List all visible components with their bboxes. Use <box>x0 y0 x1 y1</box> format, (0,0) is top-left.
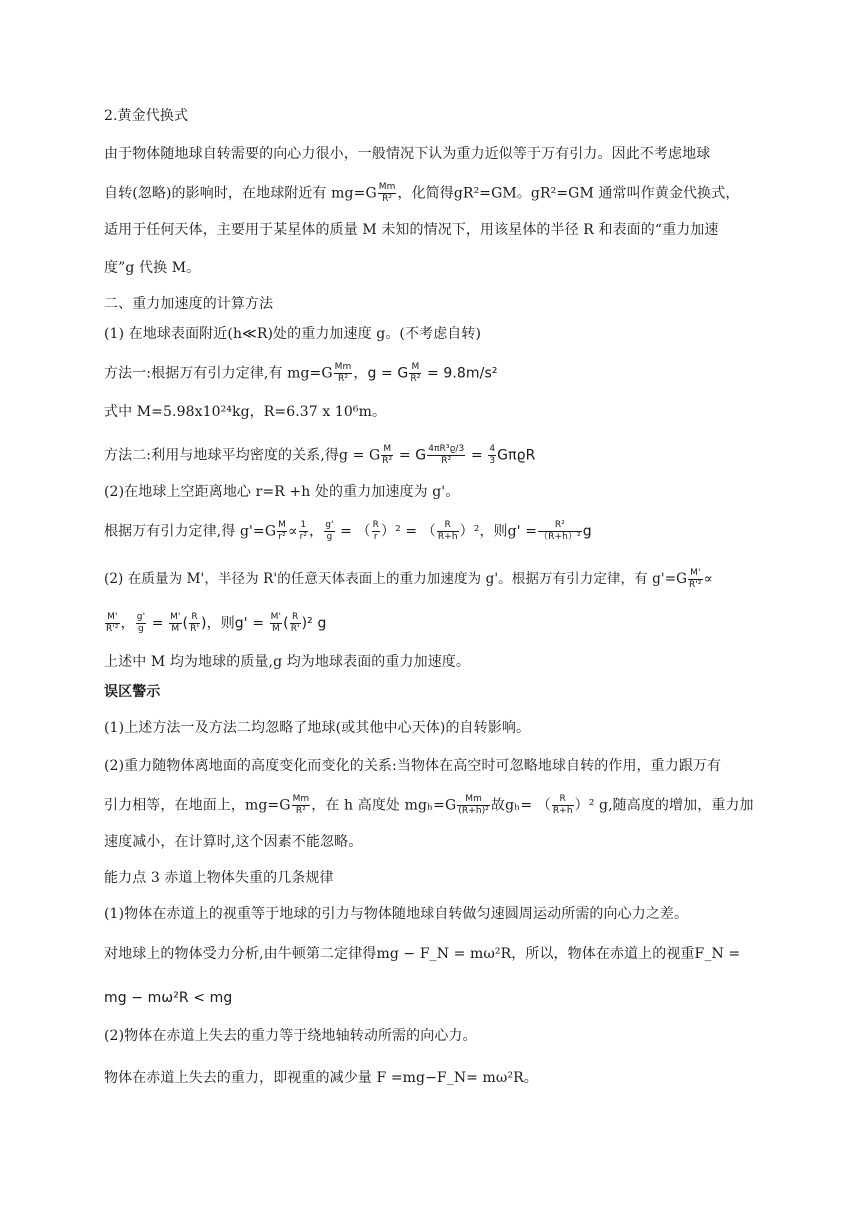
fraction-r2-over-r-plus-h-squared <box>538 520 582 543</box>
fraction-numerator: g' <box>325 520 334 530</box>
fraction-numerator: 4 <box>489 444 496 454</box>
method-one-text-a: 方法一:根据万有引力定律,有 mg=G <box>104 365 333 382</box>
method-two-text-c: = <box>466 447 488 464</box>
method-one-text-c: = 9.8m/s² <box>422 365 498 382</box>
fraction-r-over-rprime <box>290 612 301 635</box>
fraction-gprime-over-g <box>324 520 334 543</box>
fraction-denominator: R'² <box>689 580 702 590</box>
fraction-mprime-over-m <box>169 612 181 635</box>
height-text-f: ）²，则g' = <box>459 523 538 540</box>
fraction-numerator: R² <box>538 520 582 532</box>
fraction-denominator: R² <box>295 806 306 816</box>
fraction-denominator: r² <box>278 532 286 542</box>
warning-title: 误区警示 <box>104 684 161 700</box>
warning-line-1: (1)上述方法一及方法二均忽略了地球(或其他中心天体)的自转影响。 <box>104 720 531 736</box>
fraction-mprime-over-rprime2 <box>105 612 120 635</box>
fraction-r-over-r-plus-h <box>552 794 574 817</box>
fraction-mprime-over-m <box>270 612 282 635</box>
warning-text-b: ，在 h 高度处 mgₕ=G <box>311 797 457 814</box>
fraction-denominator: r <box>373 532 378 542</box>
fraction-m-over-r2 <box>277 520 287 543</box>
fraction-mm-over-r2 <box>292 794 311 817</box>
surface-gravity-title: (1) 在地球表面附近(h≪R)处的重力加速度 g。(不考虑自转) <box>104 326 482 342</box>
other-body-line-2 <box>104 612 326 635</box>
fraction-gprime-over-g <box>136 612 146 635</box>
fraction-numerator: 4πR³ϱ/3 <box>428 444 465 454</box>
fraction-r-over-r <box>372 520 380 543</box>
fraction-numerator: Mm <box>334 362 352 372</box>
section-title-gravity-methods: 二、重力加速度的计算方法 <box>104 296 274 312</box>
fraction-numerator: R <box>437 520 459 532</box>
fraction-m-over-r2 <box>381 444 393 467</box>
height-gravity-title: (2)在地球上空距离地心 r=R +h 处的重力加速度为 g'。 <box>104 484 460 500</box>
height-text-c: ， <box>309 523 324 540</box>
equator-title: 能力点 3 赤道上物体失重的几条规律 <box>104 870 334 886</box>
warning-text-a: 引力相等，在地面上，mg=G <box>104 797 291 814</box>
height-text-b: ∝ <box>288 523 298 540</box>
fraction-mm-over-r-plus-h-squared <box>457 794 490 817</box>
fraction-denominator: M <box>171 624 180 634</box>
fraction-denominator: g <box>326 532 333 542</box>
fraction-numerator: R <box>290 612 301 624</box>
method-two-text-b: = G <box>394 447 427 464</box>
other-body-text-e: ( <box>182 615 189 632</box>
section-title-golden: 2.黄金代换式 <box>104 108 189 124</box>
fraction-numerator: M <box>409 362 421 374</box>
height-text-e: ）² = （ <box>380 523 436 540</box>
other-body-line-1 <box>104 568 713 591</box>
warning-text-c: 故gₕ= （ <box>491 797 551 814</box>
warning-line-2: (2)重力随物体离地面的高度变化而变化的关系:当物体在高空时可忽略地球自转的作用，重力跟万有 <box>104 758 722 774</box>
golden-text-b: ，化简得gR²=GM。gR²=GM 通常叫作黄金代换式， <box>397 185 740 202</box>
fraction-numerator: M <box>278 520 286 530</box>
golden-paragraph-line-4: 度”g 代换 M。 <box>104 260 201 276</box>
fraction-r-over-r-plus-h <box>437 520 459 543</box>
fraction-numerator: M' <box>688 568 703 580</box>
fraction-numerator: R <box>189 612 200 624</box>
fraction-numerator: Mm <box>378 182 396 192</box>
constants-line: 式中 M=5.98x10²⁴kg，R=6.37 x 10⁶m。 <box>104 404 387 420</box>
other-body-text-g: ( <box>283 615 289 632</box>
fraction-one-over-r2 <box>299 520 309 543</box>
fraction-m-over-r2 <box>409 362 421 385</box>
fraction-mm-over-r2 <box>378 182 397 205</box>
equator-line-3: mg − mω²R < mg <box>104 990 233 1006</box>
fraction-denominator: R' <box>290 624 300 634</box>
other-body-text-f: )，则g' = <box>201 615 269 632</box>
fraction-density-volume <box>427 444 465 467</box>
golden-paragraph-line-2 <box>104 182 739 205</box>
fraction-denominator: R'² <box>106 624 119 634</box>
fraction-denominator: (R+h)² <box>458 806 490 816</box>
fraction-denominator: M <box>271 624 280 634</box>
fraction-denominator: R² <box>338 374 349 384</box>
fraction-numerator: R <box>552 794 574 806</box>
equator-line-5: 物体在赤道上失去的重力，即视重的减少量 F =mg−F_N= mω²R。 <box>104 1070 538 1086</box>
golden-paragraph-line-3: 适用于任何天体，主要用于某星体的质量 M 未知的情况下，用该星体的半径 R 和表面的“重力加速 <box>104 222 719 238</box>
fraction-numerator: R <box>372 520 379 530</box>
fraction-four-thirds <box>488 444 496 467</box>
method-one-line <box>104 362 498 385</box>
fraction-denominator: r² <box>299 532 308 542</box>
fraction-denominator: R² <box>410 374 421 384</box>
equator-line-2: 对地球上的物体受力分析,由牛顿第二定律得mg − F_N = mω²R，所以，物体在赤道上的视重F_N = <box>104 946 741 962</box>
height-gravity-formula-line <box>104 520 592 543</box>
golden-text-a: 自转(忽略)的影响时，在地球附近有 mg=G <box>104 185 377 202</box>
fraction-mprime-over-rprime2 <box>688 568 703 591</box>
height-text-d: = （ <box>335 523 371 540</box>
fraction-denominator: 3 <box>489 456 496 466</box>
fraction-denominator: R+h <box>552 806 573 816</box>
fraction-numerator: Mm <box>457 794 490 806</box>
fraction-denominator: R² <box>441 456 452 466</box>
fraction-denominator: R² <box>382 194 393 204</box>
fraction-numerator: M' <box>105 612 120 624</box>
method-two-text-a: 方法二:利用与地球平均密度的关系,得g = G <box>104 447 381 464</box>
method-two-text-d: GπϱR <box>497 447 536 464</box>
fraction-numerator: M' <box>270 612 282 622</box>
fraction-denominator: R' <box>190 624 200 634</box>
equator-line-4: (2)物体在赤道上失去的重力等于绕地轴转动所需的向心力。 <box>104 1028 477 1044</box>
fraction-denominator: （R+h）² <box>539 532 581 542</box>
fraction-numerator: Mm <box>292 794 310 804</box>
fraction-numerator: g' <box>136 612 146 622</box>
other-body-text-c: ， <box>120 615 135 632</box>
fraction-numerator: M <box>381 444 393 456</box>
fraction-denominator: R² <box>382 456 393 466</box>
golden-paragraph-line-1: 由于物体随地球自转需要的向心力很小，一般情况下认为重力近似等于万有引力。因此不考虑地球 <box>104 146 711 162</box>
other-body-text-b: ∝ <box>703 571 713 587</box>
other-body-text-a: (2) 在质量为 M'，半径为 R'的任意天体表面上的重力加速度为 g'。根据万有引力定律，有 g'=G <box>104 571 687 587</box>
fraction-numerator: M' <box>170 612 181 622</box>
height-text-g: g <box>582 523 592 540</box>
other-body-note: 上述中 M 均为地球的质量,g 均为地球表面的重力加速度。 <box>104 654 470 670</box>
method-two-line <box>104 444 535 467</box>
warning-text-d: ）² g,随高度的增加，重力加 <box>574 797 754 814</box>
fraction-denominator: g <box>138 624 144 634</box>
method-one-text-b: ，g = G <box>353 365 409 382</box>
warning-line-4: 速度减小，在计算时,这个因素不能忽略。 <box>104 834 363 850</box>
fraction-numerator: 1 <box>300 520 307 530</box>
fraction-mm-over-r2 <box>334 362 353 385</box>
other-body-text-d: = <box>147 615 169 632</box>
height-text-a: 根据万有引力定律,得 g'=G <box>104 523 277 540</box>
equator-line-1: (1)物体在赤道上的视重等于地球的引力与物体随地球自转做匀速圆周运动所需的向心力之差。 <box>104 906 689 922</box>
fraction-r-over-rprime <box>189 612 200 635</box>
warning-line-3 <box>104 794 754 817</box>
other-body-text-h: )² g <box>301 615 327 632</box>
fraction-denominator: R+h <box>437 532 458 542</box>
